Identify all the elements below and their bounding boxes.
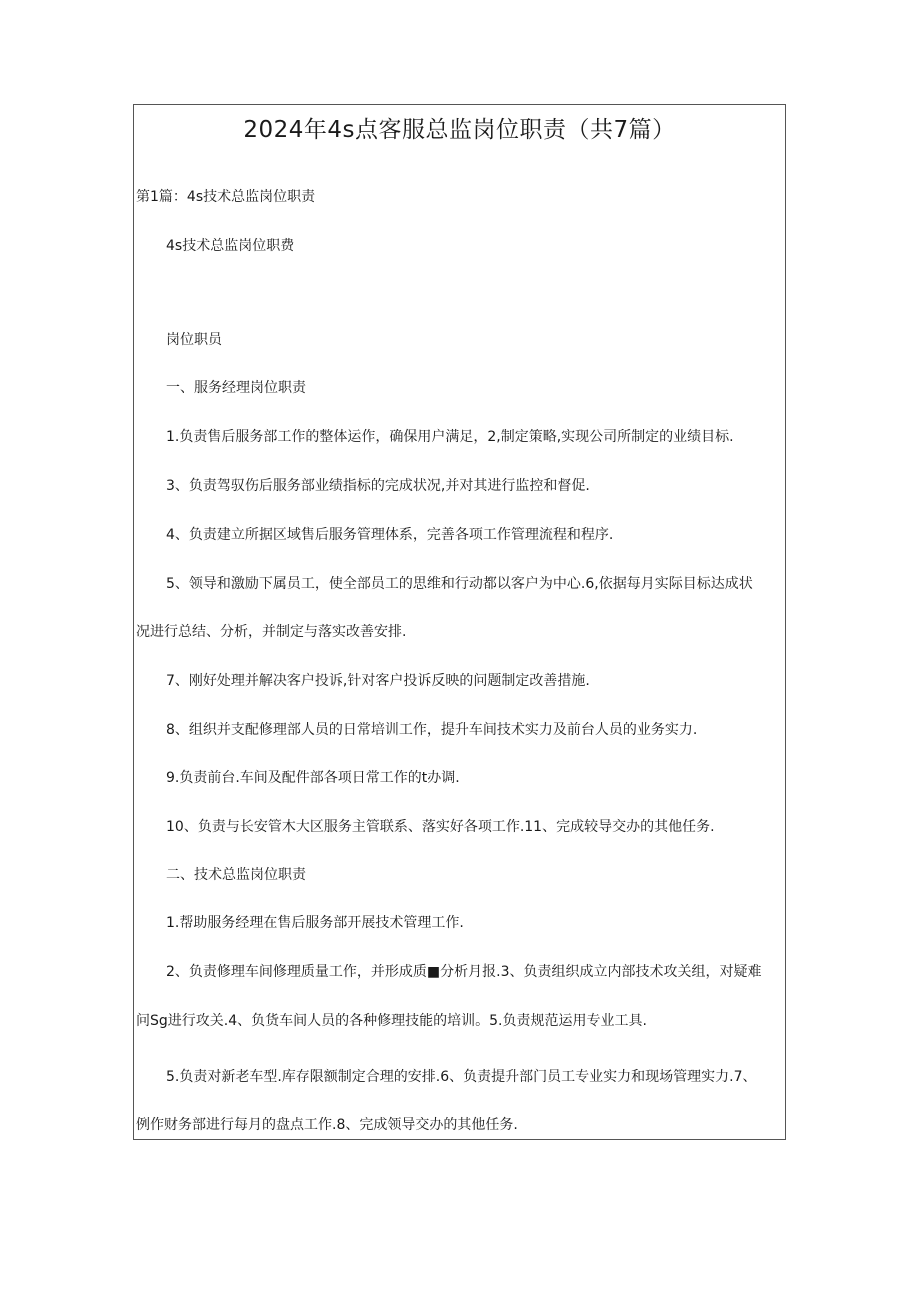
paragraph-line: 5、领导和激励下属员工，使全部员工的思维和行动都以客户为中心.6,依据每月实际目标达成状 (166, 576, 753, 592)
paragraph-line-continued: 例作财务部进行每月的盘点工作.8、完成领导交办的其他任务. (136, 1117, 518, 1133)
section-label: 岗位职员 (166, 332, 222, 348)
document-title: 2024年4s点客服总监岗位职责（共7篇） (243, 117, 676, 143)
paragraph-line: 1.负责售后服务部工作的整体运作，确保用户满足，2,制定策略,实现公司所制定的业绩目标. (166, 429, 734, 445)
paragraph-line-continued: 问Sg进行攻关.4、负货车间人员的各种修理技能的培训。5.负责规范运用专业工具. (136, 1013, 647, 1029)
part-one-heading: 一、服务经理岗位职责 (166, 380, 306, 396)
sub-heading: 4s技术总监岗位职费 (166, 238, 295, 254)
paragraph-line-continued: 况进行总结、分析，并制定与落实改善安排. (136, 624, 407, 640)
paragraph-line: 1.帮助服务经理在售后服务部开展技术管理工作. (166, 915, 464, 931)
document-frame (133, 104, 786, 1140)
paragraph-line: 7、刚好处理并解决客户投诉,针对客户投诉反映的问题制定改善措施. (166, 673, 590, 689)
paragraph-line: 10、负责与长安管木大区服务主管联系、落实好各项工作.11、完成较导交办的其他任务. (166, 819, 715, 835)
part-two-heading: 二、技术总监岗位职责 (166, 867, 306, 883)
paragraph-line: 5.负责对新老车型.库存限额制定合理的安排.6、负责提升部门员工专业实力和现场管理实力.7、 (166, 1069, 757, 1085)
chapter-heading: 第1篇：4s技术总监岗位职责 (136, 189, 316, 205)
paragraph-line: 2、负责修理车间修理质量工作，并形成质■分析月报.3、负责组织成立内部技术攻关组，对疑难 (166, 964, 762, 980)
paragraph-line: 8、组织并支配修理部人员的日常培训工作，提升车间技术实力及前台人员的业务实力. (166, 722, 698, 738)
paragraph-line: 4、负责建立所据区域售后服务管理体系，完善各项工作管理流程和程序. (166, 527, 614, 543)
paragraph-line: 3、负责驾驭伤后服务部业绩指标的完成状况,并对其进行监控和督促. (166, 478, 590, 494)
paragraph-line: 9.负责前台.车间及配件部各项日常工作的t办调. (166, 770, 460, 786)
